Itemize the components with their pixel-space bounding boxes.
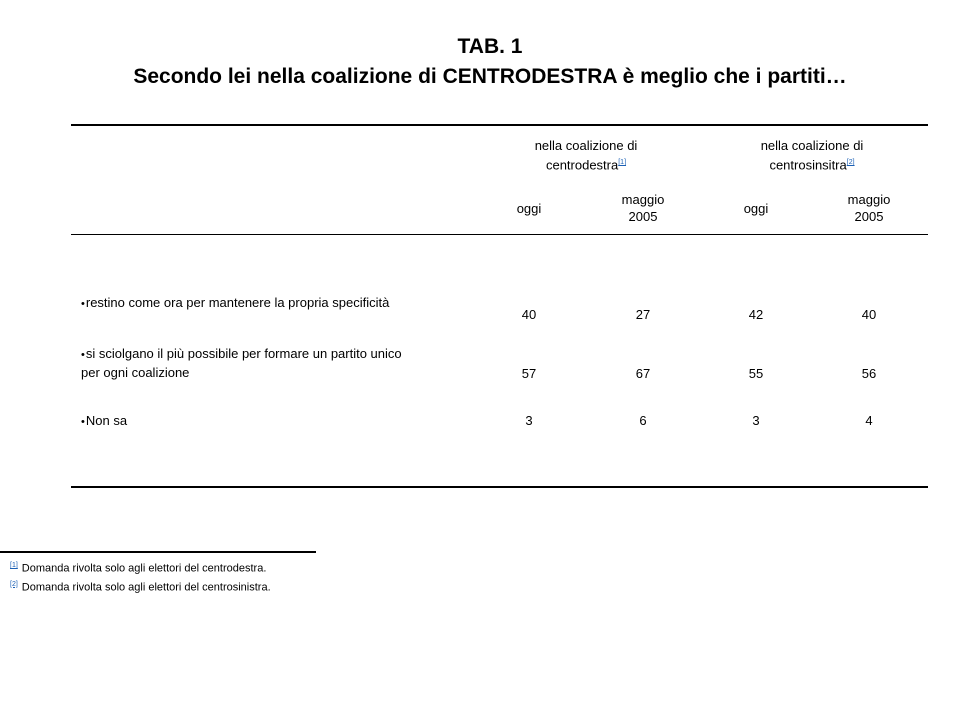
group-header-label: centrodestra: [545, 157, 619, 173]
table-cell: 4: [865, 413, 873, 428]
table-row-label: •si sciolgano il più possibile per formare un partito unico per ogni coalizione: [81, 346, 402, 380]
bullet-icon: •: [81, 416, 85, 428]
table-cell: 67: [635, 366, 651, 381]
table-cell: 42: [748, 307, 764, 322]
table-cell: 55: [748, 366, 764, 381]
bullet-icon: •: [81, 349, 85, 361]
subheader-maggio-2005: maggio 2005: [847, 192, 891, 224]
table-top-rule: [71, 124, 928, 126]
footnote-text: Domanda rivolta solo agli elettori del centrodestra.: [21, 562, 267, 575]
title-line-2: Secondo lei nella coalizione di CENTRODESTRA è meglio che i partiti…: [133, 65, 847, 88]
table-row-label: •Non sa: [81, 412, 481, 431]
group-header-centrodestra: [510, 137, 662, 173]
table-cell: 6: [639, 413, 647, 428]
title-line-1: TAB. 1: [457, 35, 523, 58]
table-cell: 57: [521, 366, 537, 381]
table-cell: 3: [752, 413, 760, 428]
table-bottom-rule: [71, 486, 928, 488]
subheader-maggio-2005: maggio 2005: [621, 192, 665, 224]
footnote-text: Domanda rivolta solo agli elettori del centrosinistra.: [21, 581, 271, 594]
footnote-ref-link[interactable]: [2]: [846, 159, 855, 166]
table-cell: 27: [635, 307, 651, 322]
footnote-item: [10, 558, 271, 577]
table-cell: 40: [861, 307, 877, 322]
group-header-label: centrosinsitra: [769, 157, 847, 173]
table-cell: 40: [521, 307, 537, 322]
footnote-item: [10, 577, 271, 596]
table-cell: 56: [861, 366, 877, 381]
subheader-oggi: oggi: [743, 201, 769, 216]
footnote-ref-link[interactable]: [1]: [618, 159, 627, 166]
group-header-label: nella coalizione di: [760, 138, 864, 153]
table-cell: 3: [525, 413, 533, 428]
footnote-anchor-link[interactable]: [1]: [10, 562, 18, 569]
group-header-centrosinistra: [736, 137, 888, 173]
table-title: [0, 32, 960, 92]
footnote-separator: [0, 551, 316, 553]
bullet-icon: •: [81, 298, 85, 310]
subheader-oggi: oggi: [516, 201, 542, 216]
footnote-anchor-link[interactable]: [2]: [10, 580, 18, 588]
table-row-label: •restino come ora per mantenere la propria specificità: [81, 294, 481, 313]
group-header-label: nella coalizione di: [534, 138, 638, 153]
header-rule: [71, 234, 928, 235]
footnotes: [10, 558, 271, 595]
